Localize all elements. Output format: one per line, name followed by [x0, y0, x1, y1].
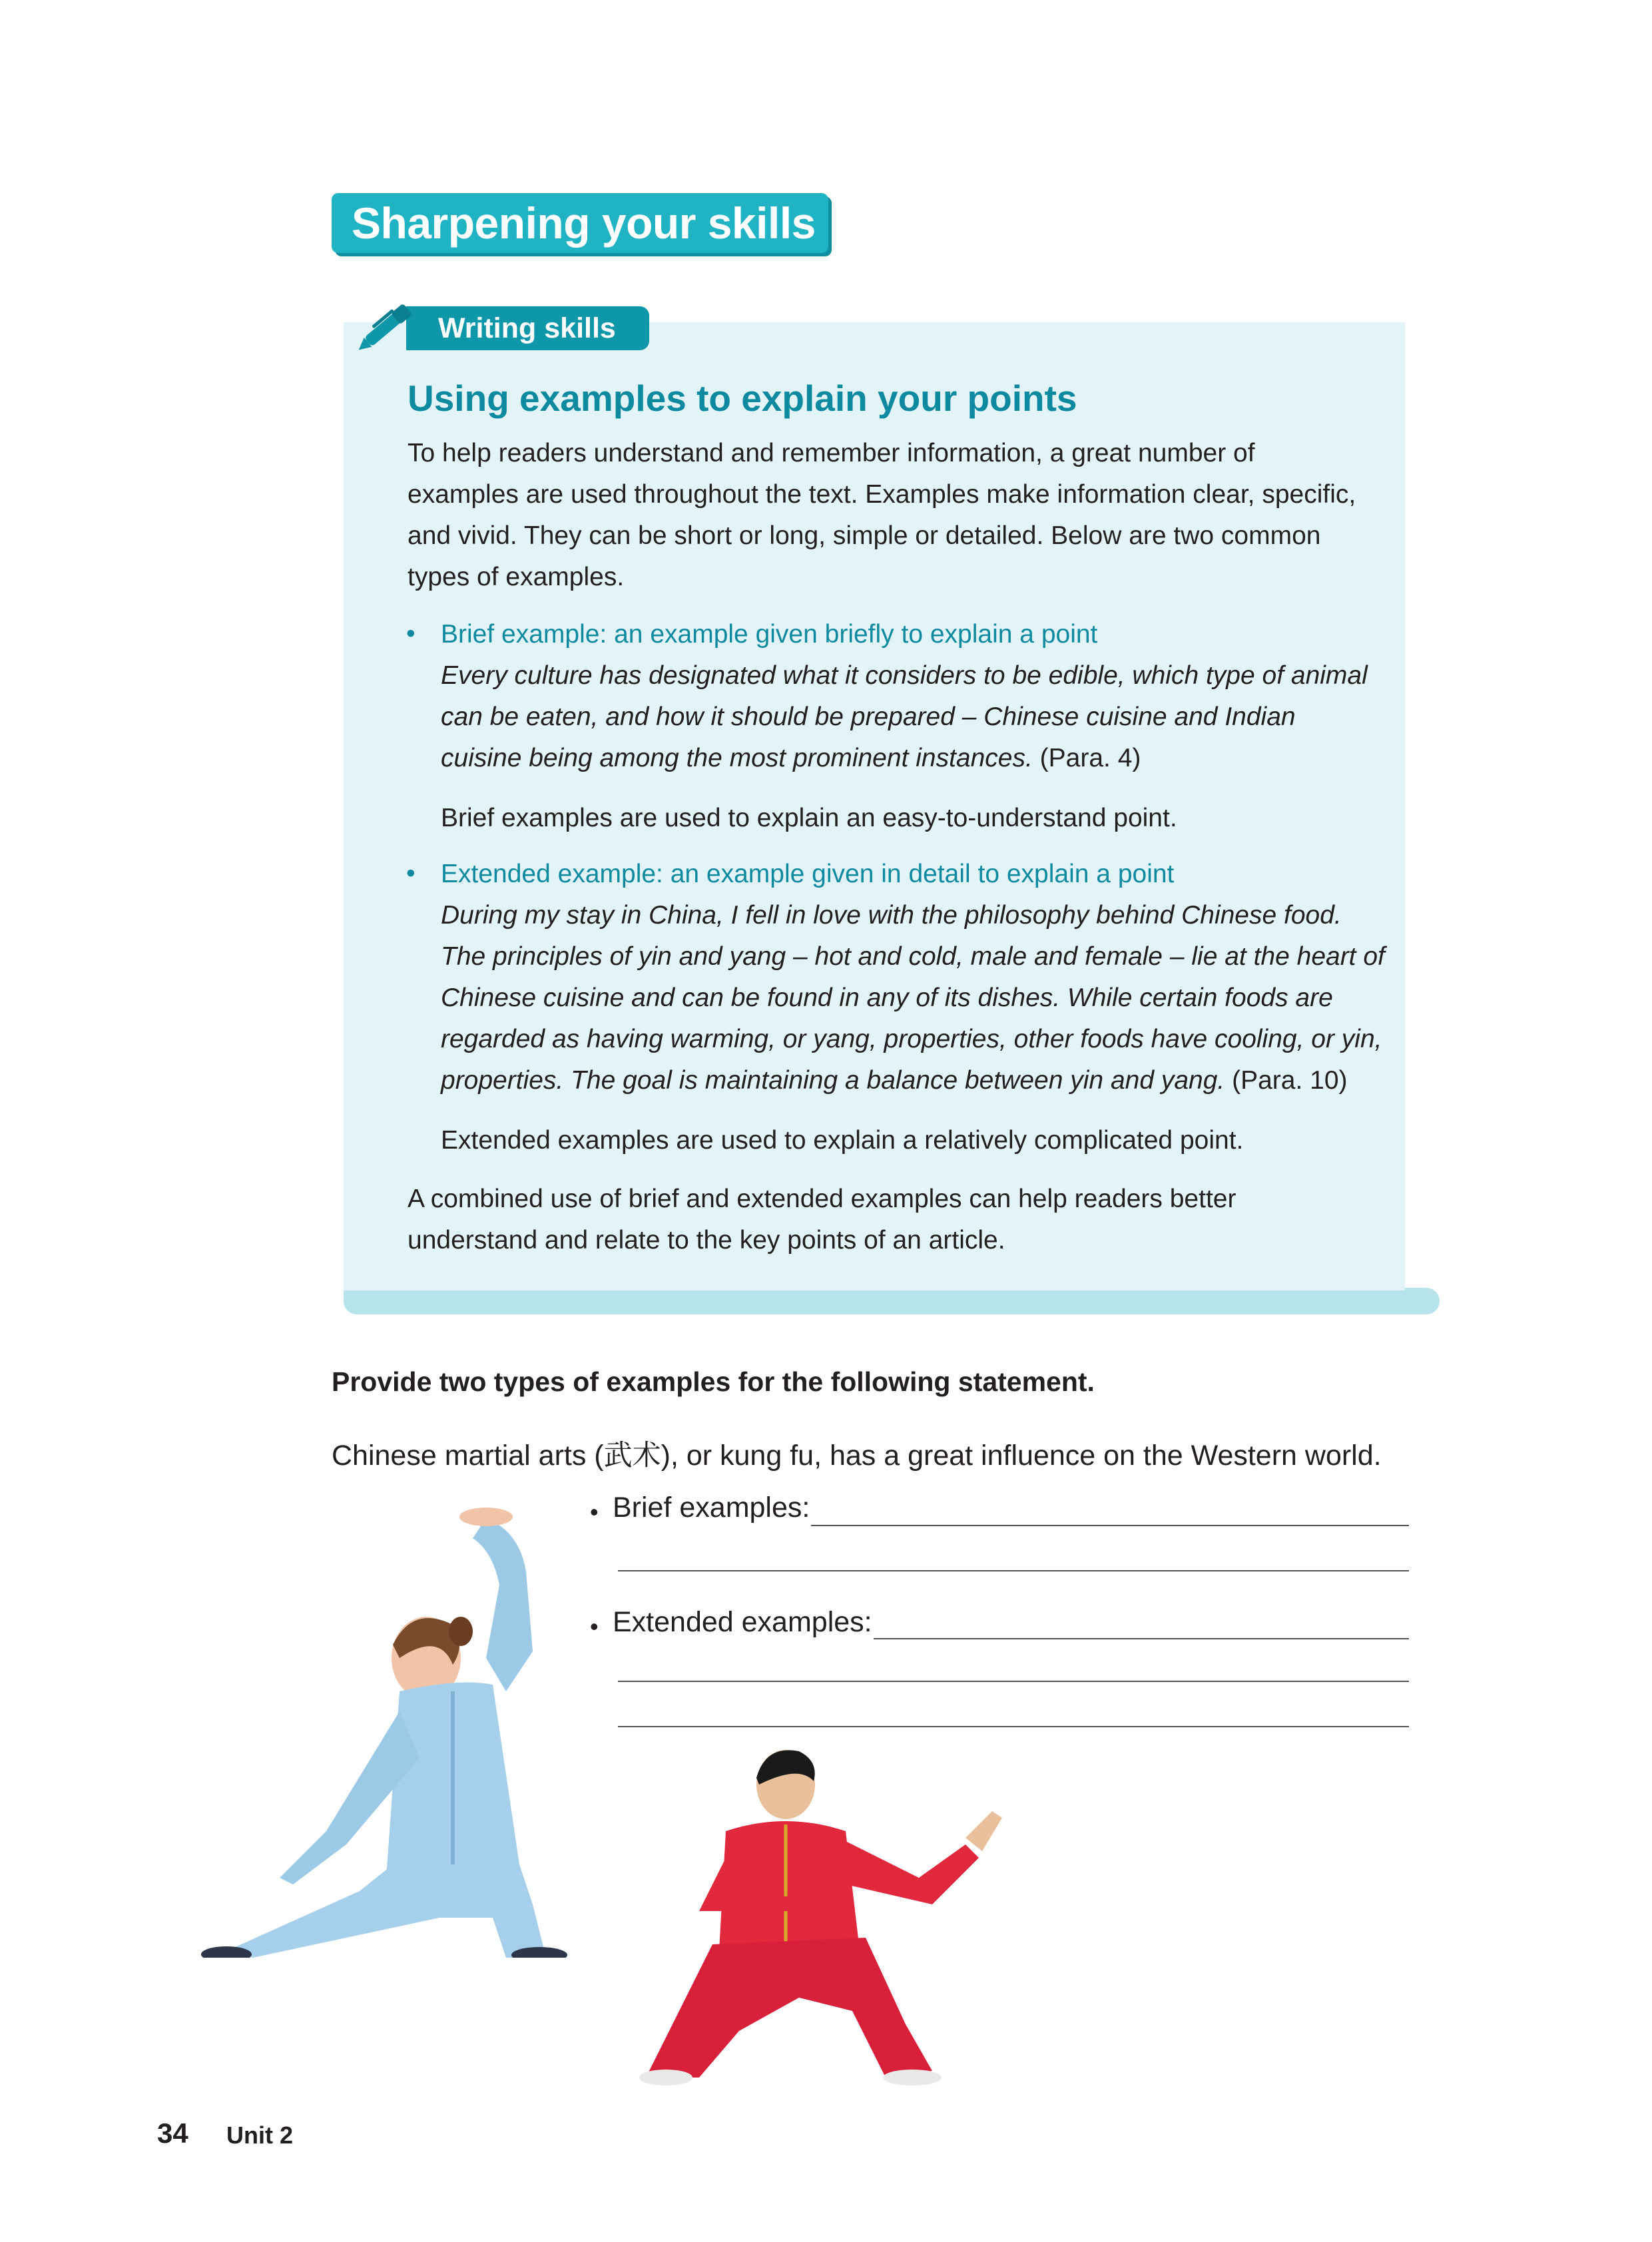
writing-skills-tab-label: Writing skills [438, 312, 616, 344]
skills-box-curl [344, 1288, 1440, 1314]
combined-paragraph: A combined use of brief and extended examples can help readers better understand and relate to the key points of an article. [408, 1185, 1237, 1255]
skills-heading: Using examples to explain your points [408, 378, 1077, 419]
section-banner [332, 193, 828, 253]
brief-answer-line[interactable] [618, 1570, 1409, 1571]
extended-answer-line[interactable] [618, 1726, 1409, 1727]
brief-examples-label: Brief examples: [613, 1492, 810, 1524]
exercise-instruction: Provide two types of examples for the following statement. [332, 1366, 1095, 1397]
section-title: Sharpening your skills [352, 198, 816, 248]
extended-answer-line[interactable] [874, 1638, 1409, 1639]
extended-example-quote [441, 895, 1386, 1101]
exercise-statement: Chinese martial arts (武术), or kung fu, has a great influence on the Western world. [332, 1440, 1382, 1472]
extended-example-heading: Extended example: an example given in detail to explain a point [441, 860, 1175, 888]
writing-skills-tab [406, 306, 649, 350]
bullet-extended: • [406, 859, 415, 888]
page-number: 34 [157, 2117, 188, 2149]
intro-paragraph: To help readers understand and remember information, a great number of examples are used throughout the text. Examples make information clear, specific, and vivid. They can be short or long, simple or detailed. Below are two common types of examples. [408, 439, 1356, 591]
brief-answer-bullet: • [590, 1498, 599, 1526]
extended-example-text: During my stay in China, I fell in love with the philosophy behind Chinese food. The principles of yin and yang – hot and cold, male and female – lie at the heart of Chinese cuisine and can be found in any of its dishes. While certain foods are regarded as having warming, or yang, properties, other foods have cooling, or yin, properties. The goal is maintaining a balance between yin and yang. [441, 901, 1385, 1095]
extended-examples-label: Extended examples: [613, 1606, 872, 1638]
tai-chi-woman-figure [173, 1492, 586, 1958]
kung-fu-man-figure [619, 1745, 1059, 2091]
brief-answer-line[interactable] [811, 1525, 1409, 1526]
extended-answer-line[interactable] [618, 1681, 1409, 1682]
brief-example-heading: Brief example: an example given briefly to explain a point [441, 620, 1098, 649]
unit-label: Unit 2 [226, 2121, 294, 2149]
bullet-brief: • [406, 619, 415, 648]
brief-example-ref: (Para. 4) [1032, 744, 1141, 772]
extended-example-ref: (Para. 10) [1225, 1066, 1348, 1095]
brief-example-note: Brief examples are used to explain an easy-to-understand point. [441, 804, 1177, 832]
extended-example-note: Extended examples are used to explain a relatively complicated point. [441, 1126, 1244, 1155]
extended-answer-bullet: • [590, 1613, 599, 1640]
brief-example-quote [441, 655, 1373, 779]
pen-icon [354, 286, 427, 360]
brief-example-text: Every culture has designated what it considers to be edible, which type of animal can be eaten, and how it should be prepared – Chinese cuisine and Indian cuisine being among the most prominent instances. [441, 661, 1368, 772]
